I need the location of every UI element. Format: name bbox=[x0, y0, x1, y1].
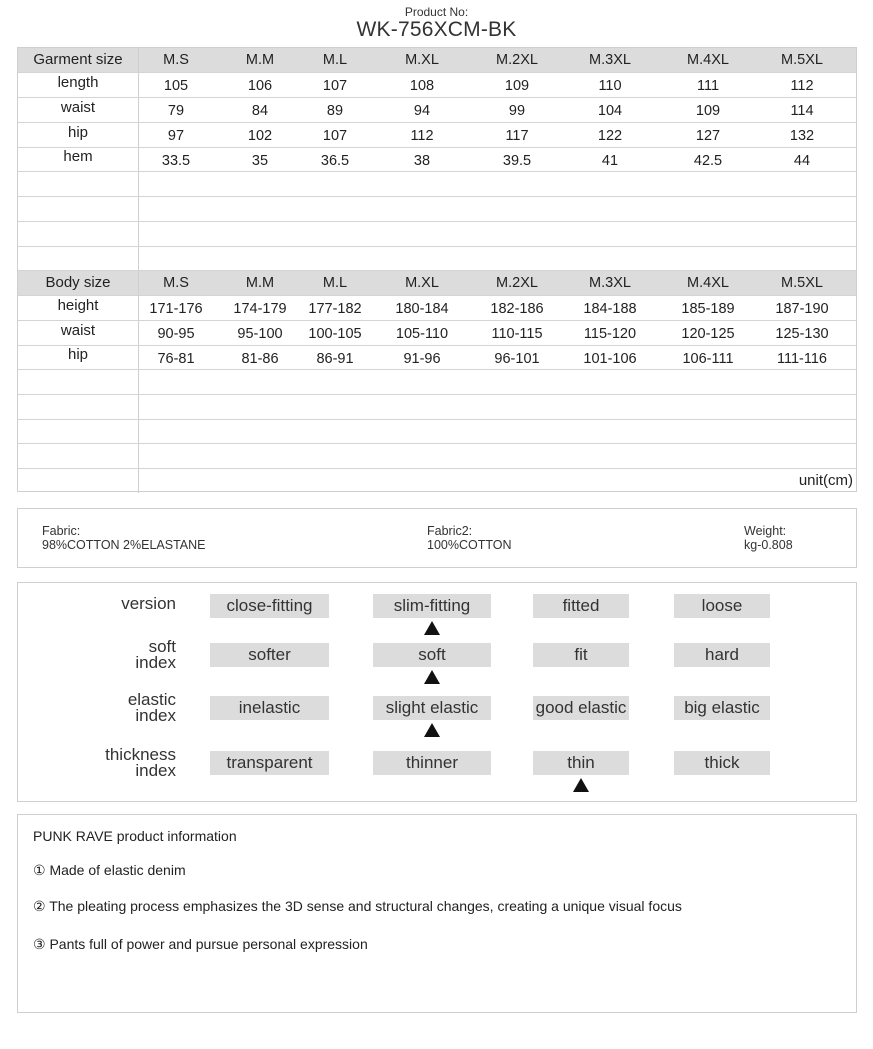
info-item: ① Made of elastic denim bbox=[33, 862, 186, 878]
table-cell: 39.5 bbox=[502, 153, 532, 169]
empty-cell bbox=[18, 222, 139, 246]
index-option: big elastic bbox=[674, 696, 770, 720]
body-row bbox=[18, 321, 856, 346]
table-cell: 79 bbox=[167, 103, 185, 119]
empty-row bbox=[18, 370, 856, 395]
size-header-cell: M.XL bbox=[405, 52, 439, 68]
empty-cell bbox=[18, 197, 139, 221]
index-option: fit bbox=[533, 643, 629, 667]
table-cell: 115-120 bbox=[583, 326, 637, 342]
table-cell: 182-186 bbox=[490, 301, 544, 317]
unit-label: unit(cm) bbox=[798, 472, 853, 489]
table-header-label: Garment size bbox=[18, 48, 139, 72]
table-cell: 120-125 bbox=[681, 326, 735, 342]
weight-label: Weight: bbox=[744, 524, 787, 538]
garment-row bbox=[18, 98, 856, 123]
table-cell: 99 bbox=[508, 103, 526, 119]
table-cell: 106 bbox=[247, 78, 273, 94]
body-row bbox=[18, 346, 856, 370]
empty-cell bbox=[18, 370, 139, 394]
selected-marker-triangle-icon bbox=[424, 670, 440, 684]
index-label-line: thickness bbox=[105, 745, 176, 764]
index-option: good elastic bbox=[533, 696, 629, 720]
table-cell: 81-86 bbox=[241, 351, 279, 367]
table-cell: 185-189 bbox=[681, 301, 735, 317]
table-cell: 177-182 bbox=[308, 301, 362, 317]
garment-row bbox=[18, 148, 856, 172]
empty-cell bbox=[18, 420, 139, 443]
garment-row bbox=[18, 123, 856, 148]
table-cell: 91-96 bbox=[403, 351, 441, 367]
table-cell: 41 bbox=[601, 153, 619, 169]
table-cell: 89 bbox=[326, 103, 344, 119]
weight-value: kg-0.808 bbox=[744, 538, 793, 552]
measure-label: waist bbox=[18, 98, 139, 122]
size-header-cell: M.L bbox=[322, 52, 348, 68]
empty-row bbox=[18, 222, 856, 247]
size-header-cell: M.4XL bbox=[687, 52, 729, 68]
table-cell: 102 bbox=[247, 128, 273, 144]
measure-label: waist bbox=[18, 321, 139, 345]
size-header-cell: M.L bbox=[322, 275, 348, 291]
table-cell: 125-130 bbox=[775, 326, 829, 342]
empty-row bbox=[18, 172, 856, 197]
table-cell: 112 bbox=[790, 78, 814, 94]
empty-cell bbox=[18, 172, 139, 196]
table-cell: 184-188 bbox=[583, 301, 637, 317]
empty-cell bbox=[18, 395, 139, 419]
fabric-panel bbox=[17, 508, 857, 568]
fabric2-label: Fabric2: bbox=[427, 524, 473, 538]
body-header-row bbox=[18, 271, 856, 296]
measure-label: length bbox=[18, 73, 139, 97]
index-label-line: soft bbox=[148, 637, 176, 656]
empty-row bbox=[18, 197, 856, 222]
index-label bbox=[18, 639, 176, 671]
size-header-cell: M.5XL bbox=[781, 52, 823, 68]
index-option: soft bbox=[373, 643, 491, 667]
table-cell: 187-190 bbox=[775, 301, 829, 317]
measure-label: hip bbox=[18, 346, 139, 369]
empty-cell bbox=[18, 469, 139, 493]
table-cell: 90-95 bbox=[157, 326, 195, 342]
empty-row bbox=[18, 395, 856, 420]
table-cell: 107 bbox=[322, 78, 348, 94]
table-header-label: Body size bbox=[18, 271, 139, 295]
empty-row bbox=[18, 247, 856, 271]
table-cell: 107 bbox=[322, 128, 348, 144]
size-header-cell: M.M bbox=[245, 275, 275, 291]
table-cell: 101-106 bbox=[583, 351, 637, 367]
info-item: ② The pleating process emphasizes the 3D sense and structural changes, creating a unique visual focus bbox=[33, 898, 682, 914]
table-cell: 117 bbox=[505, 128, 529, 144]
table-cell: 171-176 bbox=[149, 301, 203, 317]
garment-header-row bbox=[18, 48, 856, 73]
table-cell: 112 bbox=[410, 128, 434, 144]
table-cell: 111-116 bbox=[777, 351, 827, 367]
table-cell: 105-110 bbox=[395, 326, 449, 342]
size-header-cell: M.5XL bbox=[781, 275, 823, 291]
size-header-cell: M.2XL bbox=[496, 52, 538, 68]
table-cell: 105 bbox=[163, 78, 189, 94]
product-info-panel bbox=[17, 814, 857, 1013]
table-cell: 95-100 bbox=[237, 326, 283, 342]
table-cell: 35 bbox=[251, 153, 269, 169]
size-header-cell: M.3XL bbox=[589, 52, 631, 68]
table-cell: 109 bbox=[504, 78, 530, 94]
table-cell: 86-91 bbox=[316, 351, 354, 367]
index-label-line: index bbox=[135, 653, 176, 672]
table-cell: 180-184 bbox=[395, 301, 449, 317]
table-cell: 33.5 bbox=[161, 153, 191, 169]
index-panel bbox=[17, 582, 857, 802]
index-option: thick bbox=[674, 751, 770, 775]
table-cell: 104 bbox=[597, 103, 623, 119]
table-cell: 38 bbox=[413, 153, 431, 169]
fabric2-value: 100%COTTON bbox=[427, 538, 512, 552]
index-option: slight elastic bbox=[373, 696, 491, 720]
size-header-cell: M.2XL bbox=[496, 275, 538, 291]
index-label bbox=[18, 747, 176, 779]
size-header-cell: M.M bbox=[245, 52, 275, 68]
table-cell: 110 bbox=[598, 78, 622, 94]
table-cell: 44 bbox=[793, 153, 811, 169]
measure-label: height bbox=[18, 296, 139, 320]
table-cell: 108 bbox=[409, 78, 435, 94]
selected-marker-triangle-icon bbox=[424, 621, 440, 635]
empty-row bbox=[18, 444, 856, 469]
index-label-line: elastic bbox=[127, 690, 176, 709]
table-cell: 127 bbox=[695, 128, 721, 144]
garment-row bbox=[18, 73, 856, 98]
table-cell: 42.5 bbox=[693, 153, 723, 169]
measure-label: hem bbox=[18, 148, 139, 171]
index-option: close-fitting bbox=[210, 594, 329, 618]
body-row bbox=[18, 296, 856, 321]
info-item: ③ Pants full of power and pursue personal expression bbox=[33, 936, 368, 952]
fabric-label: Fabric: bbox=[42, 524, 81, 538]
index-label: version bbox=[121, 594, 176, 613]
size-header-cell: M.XL bbox=[405, 275, 439, 291]
size-header-cell: M.3XL bbox=[589, 275, 631, 291]
index-option: transparent bbox=[210, 751, 329, 775]
table-cell: 96-101 bbox=[494, 351, 540, 367]
index-label-line: index bbox=[135, 706, 176, 725]
index-label bbox=[18, 692, 176, 724]
empty-cell bbox=[18, 247, 139, 270]
size-table bbox=[17, 47, 857, 492]
table-cell: 84 bbox=[251, 103, 269, 119]
empty-row bbox=[18, 420, 856, 444]
empty-cell bbox=[18, 444, 139, 468]
index-option: thin bbox=[533, 751, 629, 775]
table-cell: 174-179 bbox=[233, 301, 287, 317]
table-cell: 97 bbox=[167, 128, 185, 144]
table-cell: 94 bbox=[413, 103, 431, 119]
table-cell: 106-111 bbox=[682, 351, 734, 367]
index-option: thinner bbox=[373, 751, 491, 775]
index-option: loose bbox=[674, 594, 770, 618]
selected-marker-triangle-icon bbox=[424, 723, 440, 737]
table-cell: 132 bbox=[789, 128, 815, 144]
info-title: PUNK RAVE product information bbox=[33, 828, 237, 844]
index-option: softer bbox=[210, 643, 329, 667]
unit-row bbox=[18, 469, 856, 493]
table-cell: 111 bbox=[696, 78, 720, 94]
index-label-line: index bbox=[135, 761, 176, 780]
fabric-value: 98%COTTON 2%ELASTANE bbox=[42, 538, 206, 552]
size-header-cell: M.4XL bbox=[687, 275, 729, 291]
size-header-cell: M.S bbox=[163, 52, 189, 68]
product-no: WK-756XCM-BK bbox=[356, 18, 517, 41]
selected-marker-triangle-icon bbox=[573, 778, 589, 792]
index-option: slim-fitting bbox=[373, 594, 491, 618]
product-no-label: Product No: bbox=[404, 5, 469, 19]
measure-label: hip bbox=[18, 123, 139, 147]
index-option: fitted bbox=[533, 594, 629, 618]
table-cell: 109 bbox=[695, 103, 721, 119]
table-cell: 36.5 bbox=[320, 153, 350, 169]
table-cell: 122 bbox=[597, 128, 623, 144]
table-cell: 114 bbox=[790, 103, 814, 119]
table-cell: 76-81 bbox=[157, 351, 195, 367]
size-header-cell: M.S bbox=[163, 275, 189, 291]
index-option: hard bbox=[674, 643, 770, 667]
table-cell: 100-105 bbox=[308, 326, 362, 342]
table-cell: 110-115 bbox=[491, 326, 543, 342]
index-option: inelastic bbox=[210, 696, 329, 720]
